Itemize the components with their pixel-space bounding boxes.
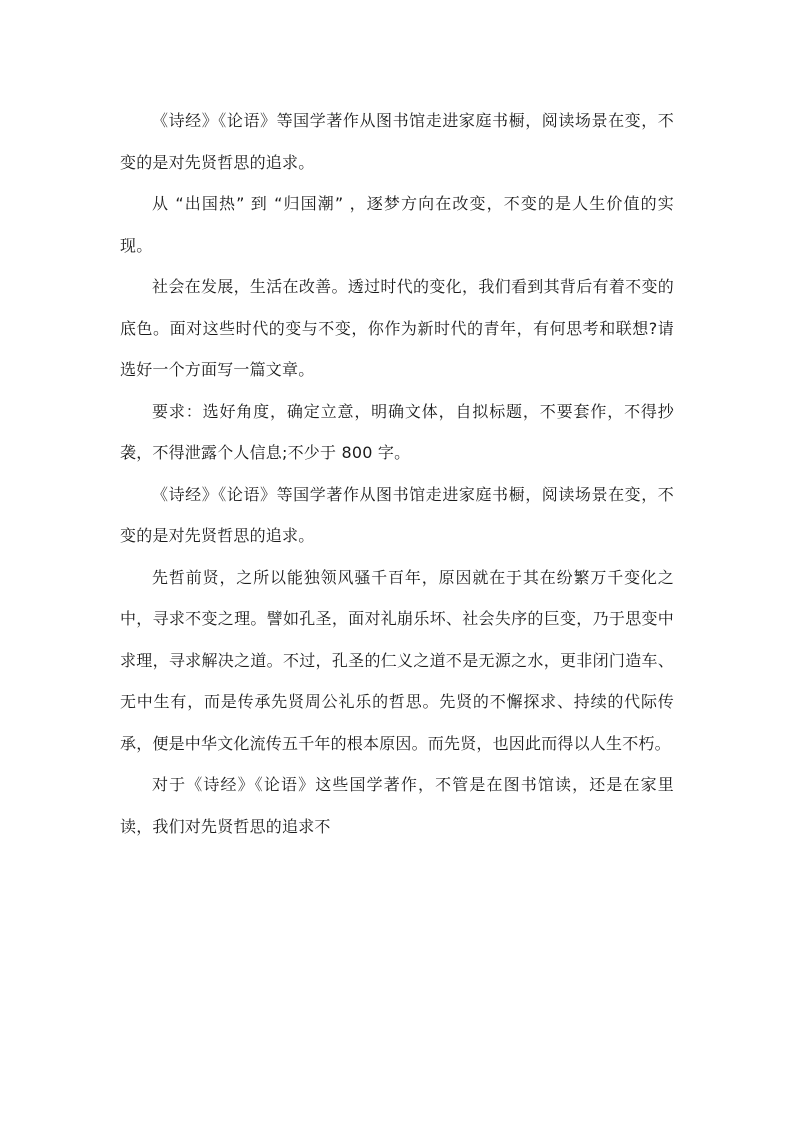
document-body <box>120 100 674 847</box>
paragraph-2: 从 “出国热” 到 “归国潮” ，逐梦方向在改变，不变的是人生价值的实现。 <box>120 194 674 255</box>
paragraph-3: 社会在发展，生活在改善。透过时代的变化，我们看到其背后有着不变的底色。面对这些时代的变与不变，你作为新时代的青年，有何思考和联想?请选好一个方面写一篇文章。 <box>120 277 674 379</box>
paragraph-7: 对于《诗经》《论语》这些国学著作，不管是在图书馆读，还是在家里读，我们对先贤哲思的追求不 <box>120 775 674 836</box>
paragraph-6: 先哲前贤，之所以能独领风骚千百年，原因就在于其在纷繁万千变化之中，寻求不变之理。譬如孔圣，面对礼崩乐坏、社会失序的巨变，乃于思变中求理，寻求解决之道。不过，孔圣的仁义之道不是无源之水，更非闭门造车、无中生有，而是传承先贤周公礼乐的哲思。先贤的不懈探求、持续的代际传承，便是中华文化流传五千年的根本原因。而先贤，也因此而得以人生不朽。 <box>120 567 674 753</box>
paragraph-4-requirements: 要求：选好角度，确定立意，明确文体，自拟标题，不要套作，不得抄袭，不得泄露个人信息;不少于 800 字。 <box>120 401 674 462</box>
paragraph-5: 《诗经》《论语》等国学著作从图书馆走进家庭书橱，阅读场景在变，不变的是对先贤哲思的追求。 <box>120 484 674 545</box>
paragraph-1: 《诗经》《论语》等国学著作从图书馆走进家庭书橱，阅读场景在变，不变的是对先贤哲思的追求。 <box>120 111 674 172</box>
